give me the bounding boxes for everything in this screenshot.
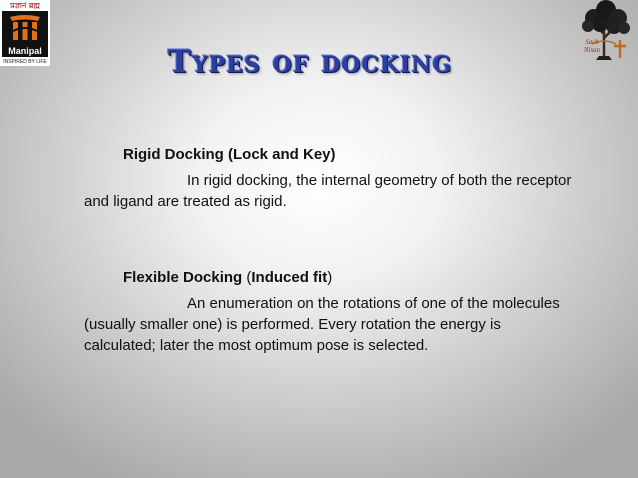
logo-tagline: INSPIRED BY LIFE (3, 59, 47, 65)
flexible-docking-heading (123, 268, 332, 288)
logo-hindi-text: प्रज्ञानं ब्रह्म (10, 1, 40, 10)
emblem-text-line2: Nisun (583, 46, 601, 54)
rigid-docking-heading: Rigid Docking (Lock and Key) (123, 146, 336, 163)
flexible-docking-line-3: calculated; later the most optimum pose is selected. (84, 337, 429, 354)
flexible-docking-line-1: An enumeration on the rotations of one of the molecules (187, 295, 560, 312)
induced-fit-label: Induced fit (251, 269, 328, 286)
flexible-docking-label: Flexible Docking (123, 269, 243, 286)
rigid-docking-line-2: and ligand are treated as rigid. (84, 193, 287, 210)
manipal-logo (0, 0, 50, 66)
heading-close-paren: ) (327, 269, 333, 286)
rigid-docking-paragraph (84, 170, 584, 212)
emblem-text-line1: Sach (585, 38, 599, 46)
flexible-docking-line-2: (usually smaller one) is performed. Every rotation the energy is (84, 316, 501, 333)
heading-open-paren: ( (242, 269, 252, 286)
rigid-docking-line-1: In rigid docking, the internal geometry of both the receptor (187, 172, 572, 189)
manipal-mark-icon (2, 11, 48, 45)
emblem-text (577, 38, 607, 54)
slide-title: Types of docking (167, 44, 453, 80)
logo-name: Manipal (2, 45, 48, 57)
flexible-docking-paragraph (84, 293, 584, 356)
